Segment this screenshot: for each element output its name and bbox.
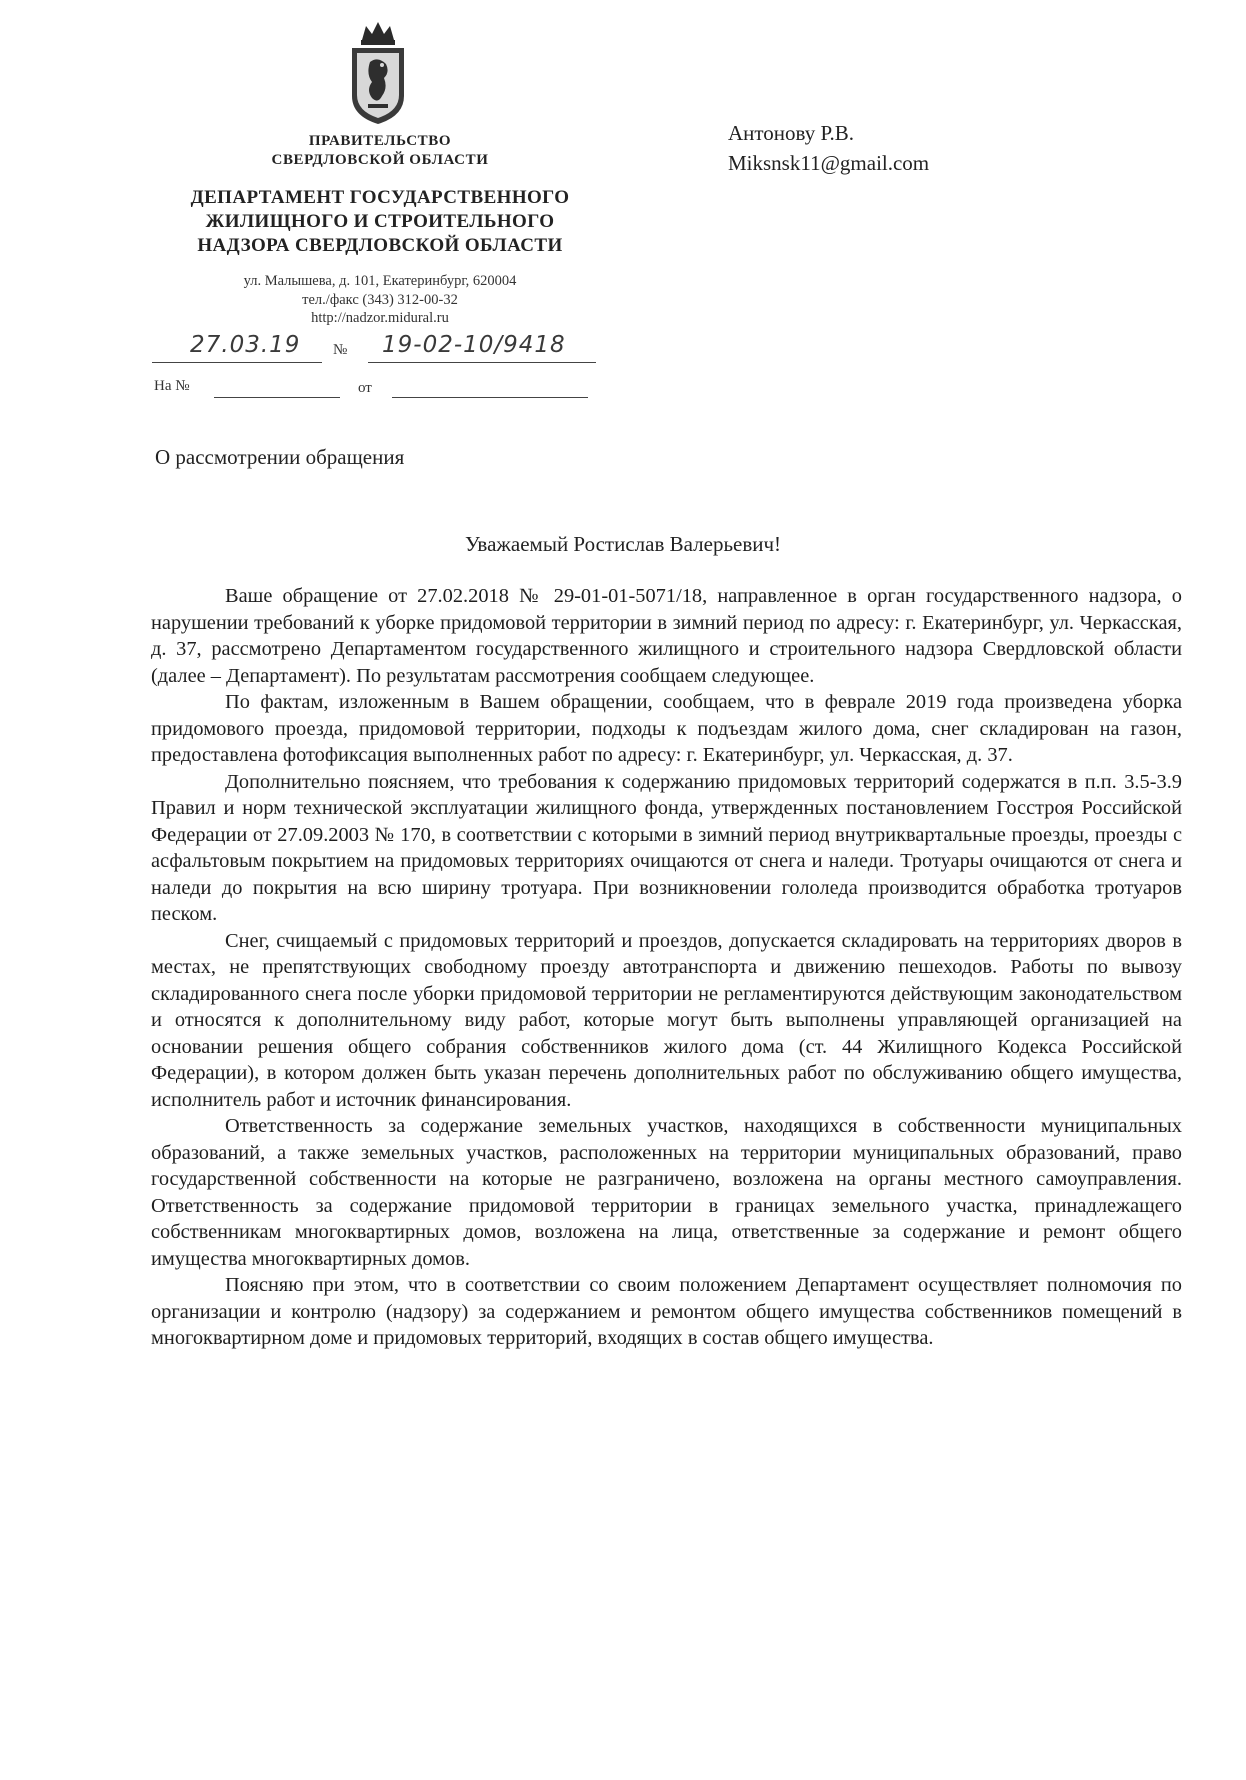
- reg-number-label: №: [333, 342, 348, 358]
- recipient-name: Антонову Р.В.: [728, 121, 855, 145]
- body-paragraph: Ответственность за содержание земельных участков, находящихся в собственности муниципальных образований, а также земельных участков, расположенных на территории муниципальных образований, право государственной собственности на которые не разграничено, возложена на органы местного самоуправления. Ответственность за содержание придомовой территории в границах земельного участка, принадлежащего собственникам многоквартирных домов, возложена на лица, ответственные за содержание и ремонт общего имущества многоквартирных домов.: [151, 1115, 1182, 1270]
- department-line-1: ДЕПАРТАМЕНТ ГОСУДАРСТВЕННОГО: [190, 187, 570, 208]
- coat-of-arms-emblem: [348, 18, 408, 126]
- letter-greeting: Уважаемый Ростислав Валерьевич!: [464, 532, 782, 556]
- body-paragraph: Снег, счищаемый с придомовых территорий и проездов, допускается складировать на территориях дворов в местах, не препятствующих свободному проезду автотранспорта и движению пешеходов. Работы по вывозу складированного снега после уборки придомовой территории не регламентируются действующим законодательством и относятся к дополнительному виду работ, которые могут быть выполнены управляющей организацией на основании решения общего собрания собственников жилого дома (ст. 44 Жилищного Кодекса Российской Федерации), в котором должен быть указан перечень дополнительных работ по обслуживанию общего имущества, исполнитель работ и источник финансирования.: [151, 929, 1182, 1111]
- reg-date: 27.03.19: [190, 332, 301, 358]
- recipient-email: Miksnsk11@gmail.com: [728, 151, 930, 175]
- body-paragraph: Дополнительно поясняем, что требования к содержанию придомовых территорий содержатся в п.п. 3.5-3.9 Правил и норм технической эксплуатации жилищного фонда, утвержденных постановлением Госстроя Российской Федерации от 27.09.2003 № 170, в соответствии с которыми в зимний период внутриквартальные проезды, проезды с асфальтовым покрытием на придомовых территориях очищаются от снега и наледи. Тротуары очищаются от снега и наледи до покрытия на всю ширину тротуара. При возникновении гололеда производится обработка тротуаров песком.: [151, 770, 1182, 925]
- department-contacts: [160, 272, 600, 328]
- letter-body: [151, 583, 1182, 1352]
- ref-number-label: На №: [154, 378, 190, 394]
- government-line-2: СВЕРДЛОВСКОЙ ОБЛАСТИ: [271, 152, 489, 168]
- letter-subject: О рассмотрении обращения: [155, 445, 405, 469]
- department-phone: тел./факс (343) 312-00-32: [302, 291, 458, 308]
- reg-number-underline: [368, 362, 596, 363]
- department-title: [150, 186, 610, 258]
- department-address: ул. Малышева, д. 101, Екатеринбург, 620004: [243, 273, 517, 289]
- ref-number-underline: [214, 397, 340, 398]
- department-website: http://nadzor.midural.ru: [311, 310, 449, 326]
- government-title: [250, 132, 510, 170]
- ref-from-label: от: [358, 380, 372, 396]
- department-line-2: ЖИЛИЩНОГО И СТРОИТЕЛЬНОГО: [205, 211, 555, 232]
- body-paragraph: По фактам, изложенным в Вашем обращении, сообщаем, что в феврале 2019 года произведена уборка придомового проезда, придомовой территории, подходы к подъездам жилого дома, снег складирован на газон, предоставлена фотофиксация выполненных работ по адресу: г. Екатеринбург, ул. Черкасская, д. 37.: [151, 691, 1182, 766]
- reg-date-underline: [152, 362, 322, 363]
- body-paragraph: Ваше обращение от 27.02.2018 № 29-01-01-5071/18, направленное в орган государственного надзора, о нарушении требований к уборке придомовой территории в зимний период по адресу: г. Екатеринбург, ул. Черкасская, д. 37, рассмотрено Департаментом государственного жилищного и строительного надзора Свердловской области (далее – Департамент). По результатам рассмотрения сообщаем следующее.: [151, 585, 1182, 687]
- ref-from-underline: [392, 397, 588, 398]
- government-line-1: ПРАВИТЕЛЬСТВО: [308, 133, 452, 149]
- body-paragraph: Поясняю при этом, что в соответствии со своим положением Департамент осуществляет полномочия по организации и контролю (надзору) за содержанием и ремонтом общего имущества собственников помещений в многоквартирном доме и придомовых территорий, входящих в состав общего имущества.: [151, 1274, 1182, 1349]
- recipient-block: [728, 118, 929, 178]
- department-line-3: НАДЗОРА СВЕРДЛОВСКОЙ ОБЛАСТИ: [197, 235, 563, 256]
- reg-number: 19-02-10/9418: [382, 332, 566, 358]
